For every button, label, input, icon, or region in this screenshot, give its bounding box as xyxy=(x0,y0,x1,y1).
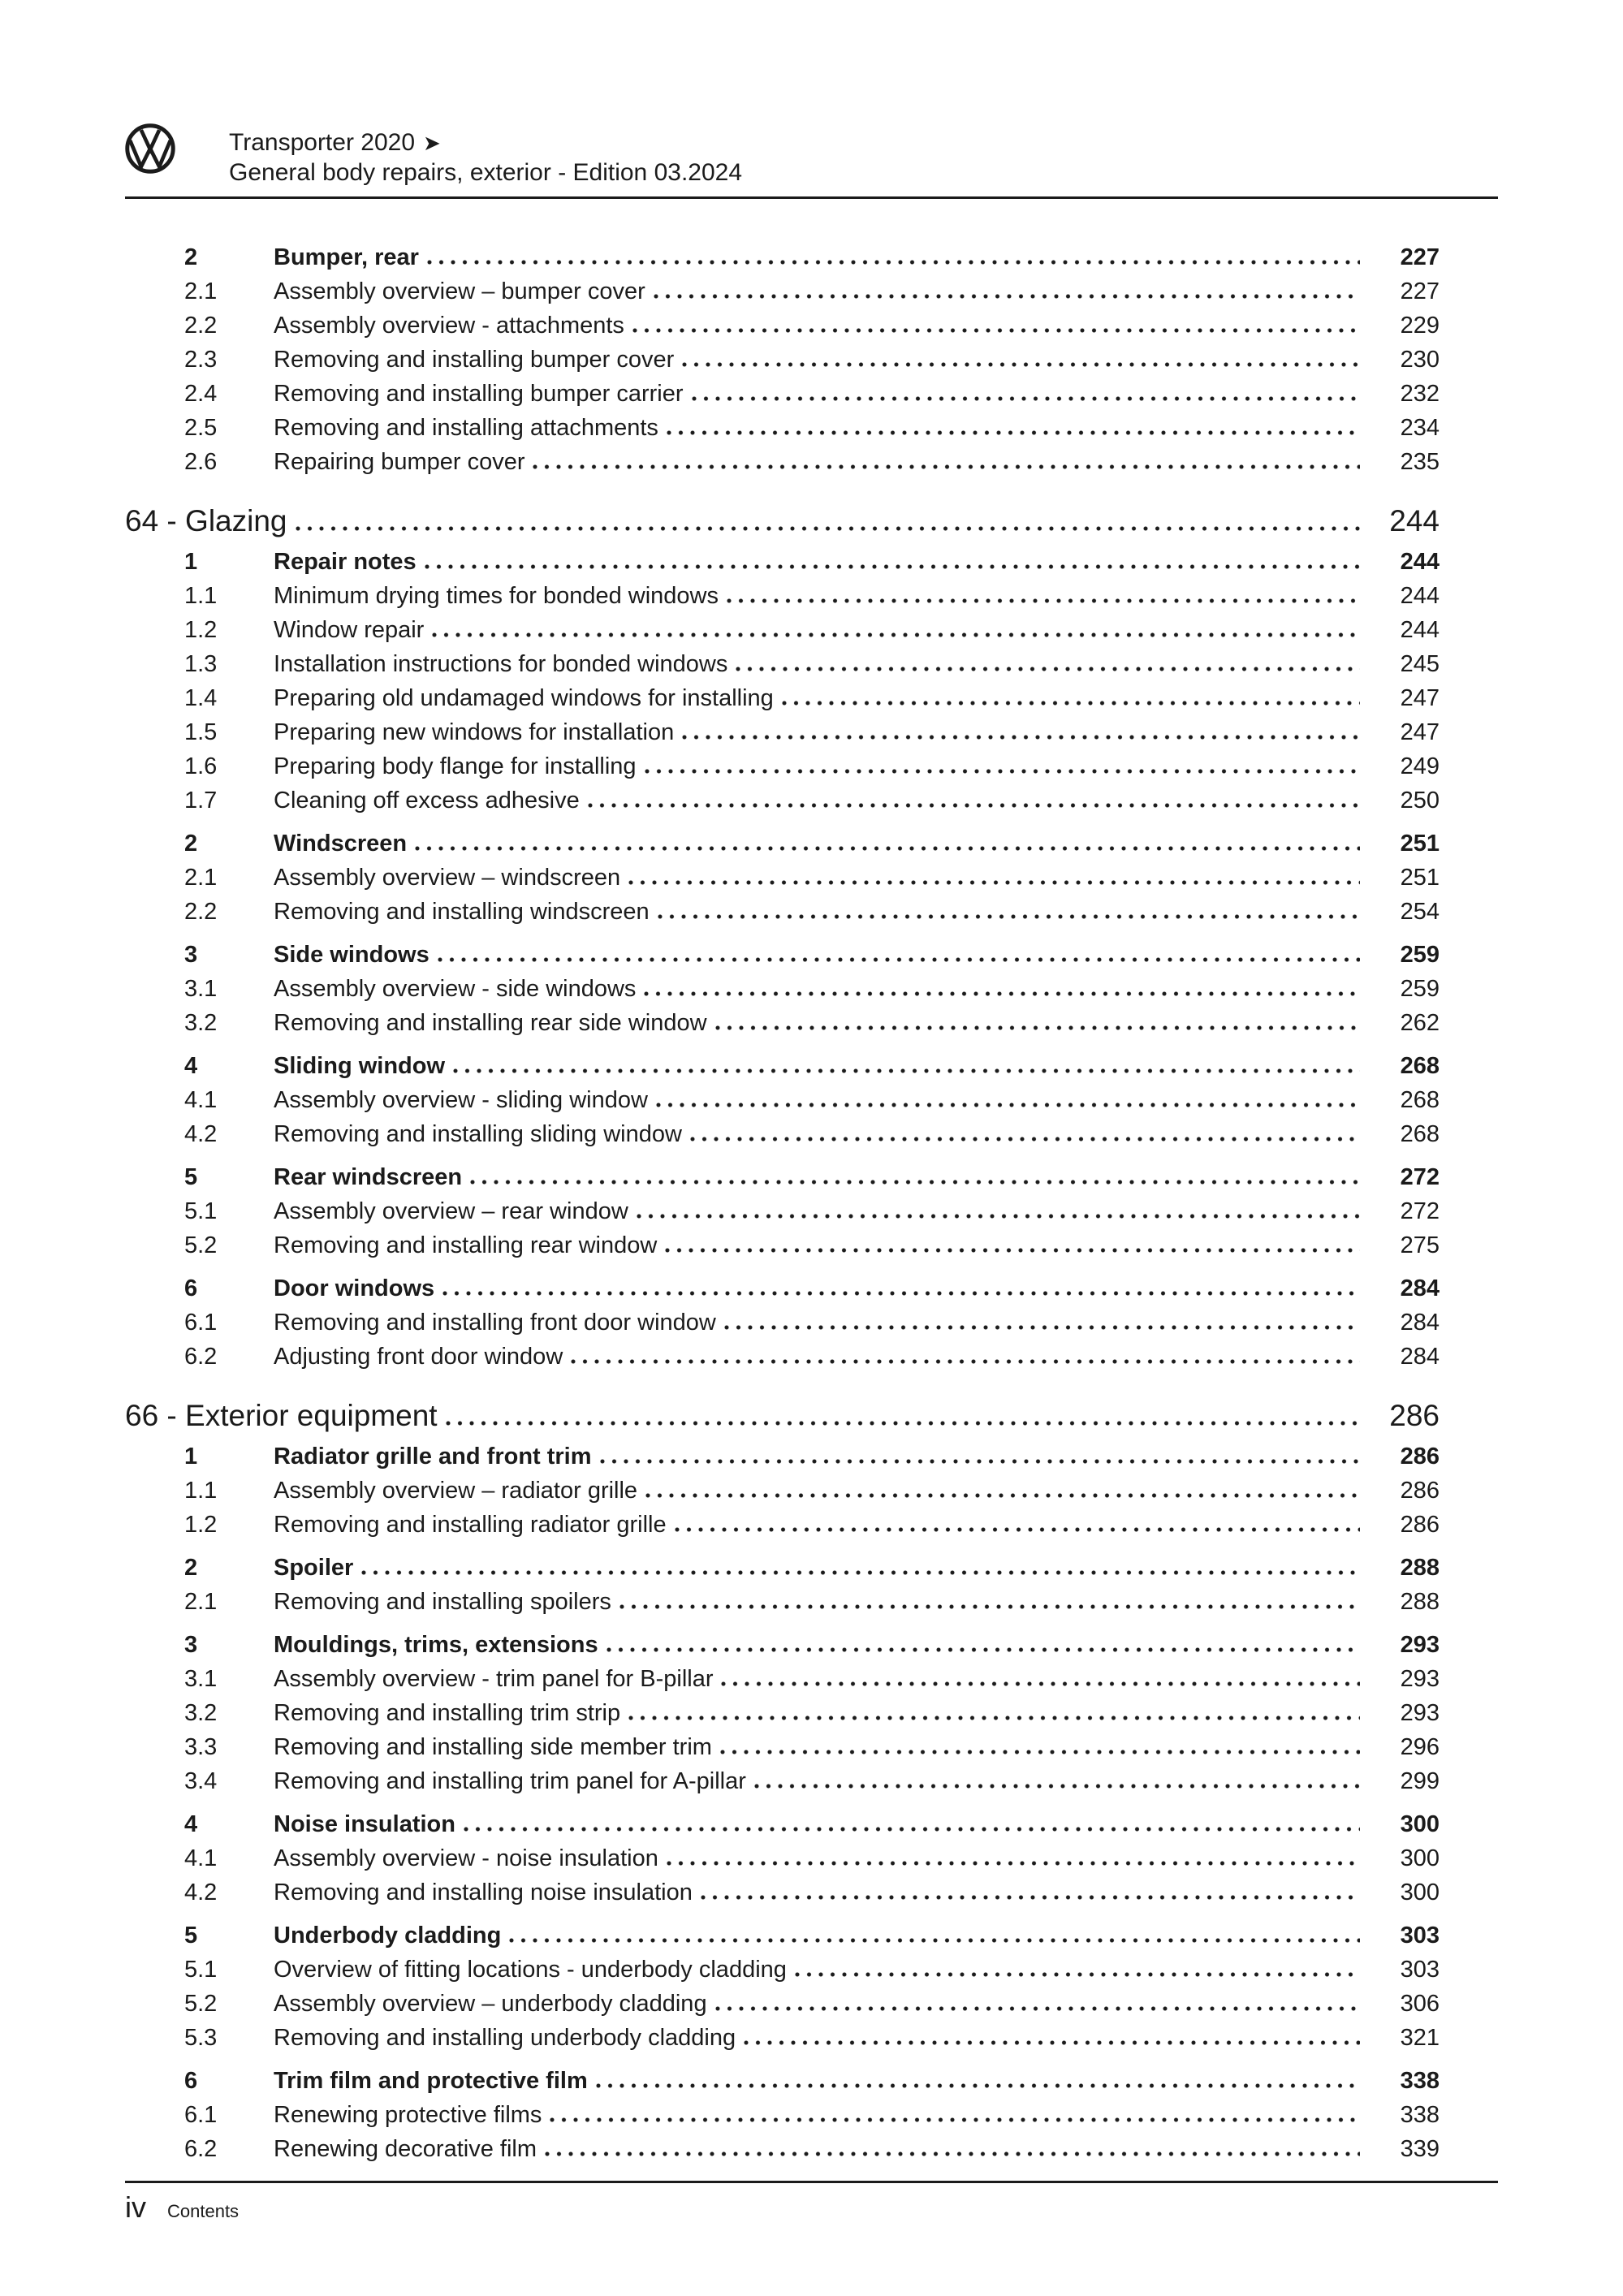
toc-entry-number: 2.1 xyxy=(184,1589,218,1615)
dot-leader xyxy=(665,1245,1360,1253)
toc-entry-row xyxy=(125,749,1498,783)
toc-entry-number: 2.2 xyxy=(184,313,218,339)
toc-entry-number: 6.2 xyxy=(184,2136,218,2162)
toc-entry-title: Assembly overview – rear window xyxy=(274,1198,628,1224)
toc-entry-title: Removing and installing bumper cover xyxy=(274,347,675,373)
page-number: iv xyxy=(125,2190,146,2224)
toc-entry-page: 251 xyxy=(1400,831,1440,857)
toc-entry-title: Removing and installing trim strip xyxy=(274,1700,621,1726)
dot-leader xyxy=(545,2149,1360,2156)
header-divider xyxy=(125,196,1498,199)
toc-entry-page: 230 xyxy=(1400,347,1440,373)
toc-entry-number: 4 xyxy=(184,1053,198,1079)
dot-leader xyxy=(744,2038,1360,2045)
toc-entry-row xyxy=(125,1841,1498,1875)
dot-leader xyxy=(721,1679,1360,1686)
toc-entry-title: Removing and installing windscreen xyxy=(274,899,650,925)
toc-entry-number: 1.2 xyxy=(184,617,218,643)
toc-entry-number: 5.2 xyxy=(184,1232,218,1258)
toc-entry-row xyxy=(125,343,1498,377)
dot-leader xyxy=(637,1211,1360,1219)
toc-entry-number: 4.2 xyxy=(184,1121,218,1147)
toc-entry-title: Removing and installing trim panel for A-pillar xyxy=(274,1768,746,1794)
dot-leader xyxy=(425,562,1360,569)
doc-subtitle: General body repairs, exterior - Edition 03.2024 xyxy=(229,159,743,186)
toc-entry-row xyxy=(125,938,1498,972)
toc-entry-number: 6.2 xyxy=(184,1344,218,1370)
toc-entry-row xyxy=(125,545,1498,579)
dot-leader xyxy=(432,630,1360,637)
toc-entry-title: Mouldings, trims, extensions xyxy=(274,1632,598,1658)
page-footer xyxy=(125,2181,1498,2224)
toc-entry-number: 2.2 xyxy=(184,899,218,925)
dot-leader xyxy=(361,1568,1360,1575)
toc-entry-row xyxy=(125,1628,1498,1662)
header-title-line xyxy=(229,128,742,158)
toc-entry-page: 299 xyxy=(1400,1768,1440,1794)
toc-entry-page: 229 xyxy=(1400,313,1440,339)
toc-entry-row xyxy=(125,1730,1498,1764)
toc-entry-title: Assembly overview – bumper cover xyxy=(274,278,645,304)
dot-leader xyxy=(427,257,1360,265)
toc-entry-title: Assembly overview – radiator grille xyxy=(274,1478,638,1504)
toc-entry-title: Assembly overview - sliding window xyxy=(274,1087,648,1113)
toc-entry-page: 339 xyxy=(1400,2136,1440,2162)
dot-leader xyxy=(675,1525,1360,1532)
toc-entry-title: Bumper, rear xyxy=(274,244,419,270)
toc-entry-number: 3.2 xyxy=(184,1010,218,1036)
dot-leader xyxy=(628,878,1360,885)
toc-entry-page: 272 xyxy=(1400,1164,1440,1190)
toc-entry-page: 259 xyxy=(1400,976,1440,1002)
toc-entry-page: 268 xyxy=(1400,1053,1440,1079)
toc-entry-number: 2.1 xyxy=(184,865,218,891)
toc-entry-number: 4.1 xyxy=(184,1845,218,1871)
toc-entry-number: 3.1 xyxy=(184,976,218,1002)
toc-entry-number: 1.4 xyxy=(184,685,218,711)
toc-entry-number: 2.5 xyxy=(184,415,218,441)
toc-entry-page: 338 xyxy=(1400,2068,1440,2094)
toc-entry-row xyxy=(125,1585,1498,1619)
toc-entry-row xyxy=(125,1696,1498,1730)
dot-leader xyxy=(720,1747,1360,1754)
toc-entry-page: 268 xyxy=(1400,1087,1440,1113)
toc-entry-row xyxy=(125,681,1498,715)
toc-entry-title: Removing and installing attachments xyxy=(274,415,658,441)
toc-entry-title: Cleaning off excess adhesive xyxy=(274,788,580,814)
dot-leader xyxy=(658,912,1360,919)
toc-entry-page: 300 xyxy=(1400,1845,1440,1871)
dot-leader xyxy=(795,1970,1360,1977)
toc-entry-number: 2.1 xyxy=(184,278,218,304)
toc-entry-page: 300 xyxy=(1400,1880,1440,1905)
toc-entry-title: Removing and installing spoilers xyxy=(274,1589,611,1615)
toc-entry-page: 259 xyxy=(1400,942,1440,968)
toc-entry-row xyxy=(125,1049,1498,1083)
toc-entry-title: Removing and installing underbody cladding xyxy=(274,2025,736,2051)
toc-entry-row xyxy=(125,613,1498,647)
toc-entry-row xyxy=(125,1006,1498,1040)
toc-entry-number: 4.1 xyxy=(184,1087,218,1113)
toc-entry-number: 5.1 xyxy=(184,1198,218,1224)
toc-entry-row xyxy=(125,1439,1498,1474)
toc-entry-page: 296 xyxy=(1400,1734,1440,1760)
toc-entry-row xyxy=(125,1271,1498,1306)
dot-leader xyxy=(550,2115,1360,2122)
toc-entry-title: Side windows xyxy=(274,942,429,968)
toc-entry-title: Sliding window xyxy=(274,1053,446,1079)
dot-leader xyxy=(470,1177,1360,1185)
toc-entry-title: Underbody cladding xyxy=(274,1923,502,1949)
toc-entry-title: Renewing decorative film xyxy=(274,2136,537,2162)
toc-entry-title: Removing and installing rear window xyxy=(274,1232,658,1258)
dot-leader xyxy=(645,1491,1360,1498)
dot-leader xyxy=(701,1892,1360,1900)
toc-entry-title: Overview of fitting locations - underbody cladding xyxy=(274,1957,787,1983)
toc-entry-row xyxy=(125,1306,1498,1340)
toc-entry-row xyxy=(125,1662,1498,1696)
toc-entry-number: 1 xyxy=(184,1444,198,1470)
toc-entry-page: 306 xyxy=(1400,1991,1440,2017)
dot-leader xyxy=(628,1713,1360,1720)
toc-entry-title: Assembly overview - attachments xyxy=(274,313,624,339)
toc-entry-page: 247 xyxy=(1400,685,1440,711)
dot-leader xyxy=(415,844,1360,851)
toc-entry-page: 232 xyxy=(1400,381,1440,407)
toc-entry-page: 293 xyxy=(1400,1632,1440,1658)
toc-entry-row xyxy=(125,1474,1498,1508)
toc-entry-title: Assembly overview - side windows xyxy=(274,976,637,1002)
toc-entry-title: Trim film and protective film xyxy=(274,2068,588,2094)
dot-leader xyxy=(715,2004,1360,2011)
toc-entry-number: 3.4 xyxy=(184,1768,218,1794)
toc-entry-row xyxy=(125,309,1498,343)
footer-contents-label: Contents xyxy=(167,2201,240,2221)
toc-entry-page: 235 xyxy=(1400,449,1440,475)
dot-leader xyxy=(533,462,1360,469)
right-pointer-icon: ➤ xyxy=(423,131,441,155)
toc-group xyxy=(125,240,1498,479)
toc-entry-title: Removing and installing bumper carrier xyxy=(274,381,684,407)
toc-entry-page: 244 xyxy=(1400,549,1440,575)
dot-leader xyxy=(645,766,1360,774)
dot-leader xyxy=(667,428,1360,435)
toc-entry-title: Removing and installing side member trim xyxy=(274,1734,712,1760)
toc-entry-page: 244 xyxy=(1400,583,1440,609)
dot-leader xyxy=(453,1066,1360,1073)
toc-entry-row xyxy=(125,579,1498,613)
dot-leader xyxy=(736,664,1360,671)
toc-entry-number: 5 xyxy=(184,1164,198,1190)
toc-entry-title: Assembly overview – windscreen xyxy=(274,865,621,891)
toc-entry-row xyxy=(125,2064,1498,2098)
toc-entry-page: 338 xyxy=(1400,2102,1440,2128)
toc-entry-row xyxy=(125,972,1498,1006)
toc-entry-number: 5.1 xyxy=(184,1957,218,1983)
toc-entry-number: 1 xyxy=(184,549,198,575)
dot-leader xyxy=(606,1645,1360,1652)
toc-entry-page: 284 xyxy=(1400,1310,1440,1336)
dot-leader xyxy=(464,1824,1360,1832)
toc-entry-number: 1.2 xyxy=(184,1512,218,1538)
toc-entry-title: Preparing new windows for installation xyxy=(274,719,675,745)
toc-entry-page: 286 xyxy=(1400,1444,1440,1470)
toc-entry-page: 286 xyxy=(1400,1478,1440,1504)
toc-entry-row xyxy=(125,2132,1498,2166)
toc-entry-row xyxy=(125,1875,1498,1910)
toc-entry-number: 1.1 xyxy=(184,1478,218,1504)
toc-entry-number: 3 xyxy=(184,942,198,968)
toc-entry-row xyxy=(125,826,1498,861)
toc-entry-page: 284 xyxy=(1400,1344,1440,1370)
toc-entry-page: 247 xyxy=(1400,719,1440,745)
toc-entry-number: 1.5 xyxy=(184,719,218,745)
dot-leader xyxy=(446,1418,1360,1426)
toc-entry-title: Preparing body flange for installing xyxy=(274,753,637,779)
toc-entry-title: Radiator grille and front trim xyxy=(274,1444,592,1470)
toc-entry-page: 272 xyxy=(1400,1198,1440,1224)
toc-entry-number: 1.3 xyxy=(184,651,218,677)
toc-entry-title: Rear windscreen xyxy=(274,1164,463,1190)
toc-entry-page: 288 xyxy=(1400,1555,1440,1581)
toc-chapter-title: 66 - Exterior equipment xyxy=(125,1399,438,1432)
toc-entry-title: Door windows xyxy=(274,1275,435,1301)
toc-entry-page: 286 xyxy=(1400,1512,1440,1538)
toc-entry-row xyxy=(125,1918,1498,1953)
toc-entry-row xyxy=(125,274,1498,309)
toc-entry-number: 3.1 xyxy=(184,1666,218,1692)
toc-entry-page: 227 xyxy=(1400,278,1440,304)
toc-entry-page: 251 xyxy=(1400,865,1440,891)
toc-entry-row xyxy=(125,1551,1498,1585)
toc-entry-page: 275 xyxy=(1400,1232,1440,1258)
dot-leader xyxy=(690,1134,1360,1142)
toc-entry-page: 293 xyxy=(1400,1666,1440,1692)
toc-entry-title: Adjusting front door window xyxy=(274,1344,563,1370)
toc-entry-title: Assembly overview - noise insulation xyxy=(274,1845,658,1871)
dot-leader xyxy=(656,1100,1360,1107)
toc-entry-number: 4 xyxy=(184,1811,198,1837)
toc-entry-row xyxy=(125,1508,1498,1542)
toc-entry-row xyxy=(125,861,1498,895)
toc-entry-row xyxy=(125,240,1498,274)
toc-entry-page: 262 xyxy=(1400,1010,1440,1036)
toc-entry-page: 321 xyxy=(1400,2025,1440,2051)
toc-entry-page: 249 xyxy=(1400,753,1440,779)
toc-entry-page: 250 xyxy=(1400,788,1440,814)
toc-entry-title: Removing and installing front door window xyxy=(274,1310,716,1336)
toc-entry-title: Removing and installing rear side window xyxy=(274,1010,707,1036)
toc-entry-title: Windscreen xyxy=(274,831,408,857)
dot-leader xyxy=(632,326,1360,333)
dot-leader xyxy=(727,596,1360,603)
toc-entry-number: 1.7 xyxy=(184,788,218,814)
toc-entry-title: Repairing bumper cover xyxy=(274,449,525,475)
dot-leader xyxy=(596,2081,1360,2088)
toc-group xyxy=(125,501,1498,1374)
toc-entry-number: 3.3 xyxy=(184,1734,218,1760)
toc-entry-row xyxy=(125,2098,1498,2132)
toc-entry-row xyxy=(125,1953,1498,1987)
dot-leader xyxy=(654,291,1360,299)
toc-entry-page: 244 xyxy=(1400,617,1440,643)
toc-entry-number: 6.1 xyxy=(184,1310,218,1336)
dot-leader xyxy=(724,1323,1360,1330)
toc-entry-row xyxy=(125,1987,1498,2021)
toc-entry-number: 1.6 xyxy=(184,753,218,779)
toc-entry-row xyxy=(125,895,1498,929)
toc-entry-page: 303 xyxy=(1400,1923,1440,1949)
toc-entry-row xyxy=(125,445,1498,479)
toc-entry-page: 300 xyxy=(1400,1811,1440,1837)
dot-leader xyxy=(438,955,1360,962)
toc-entry-page: 293 xyxy=(1400,1700,1440,1726)
toc-entry-title: Window repair xyxy=(274,617,425,643)
dot-leader xyxy=(692,394,1360,401)
dot-leader xyxy=(296,524,1361,531)
toc-entry-page: 245 xyxy=(1400,651,1440,677)
toc-entry-page: 254 xyxy=(1400,899,1440,925)
toc-entry-page: 234 xyxy=(1400,415,1440,441)
toc-entry-row xyxy=(125,783,1498,818)
toc-entry-page: 303 xyxy=(1400,1957,1440,1983)
toc-entry-row xyxy=(125,377,1498,411)
toc-entry-number: 6 xyxy=(184,1275,198,1301)
footer-text xyxy=(125,2183,1498,2224)
toc-entry-number: 6 xyxy=(184,2068,198,2094)
toc-entry-row xyxy=(125,1083,1498,1117)
toc-entry-title: Assembly overview - trim panel for B-pillar xyxy=(274,1666,714,1692)
toc-entry-number: 2 xyxy=(184,1555,198,1581)
page-header xyxy=(125,123,742,188)
toc-entry-row xyxy=(125,1117,1498,1151)
toc-entry-number: 2 xyxy=(184,244,198,270)
toc-entry-page: 268 xyxy=(1400,1121,1440,1147)
toc-entry-number: 6.1 xyxy=(184,2102,218,2128)
dot-leader xyxy=(588,801,1360,808)
toc-entry-number: 1.1 xyxy=(184,583,218,609)
toc-entry-title: Removing and installing radiator grille xyxy=(274,1512,667,1538)
toc-chapter-title: 64 - Glazing xyxy=(125,504,287,537)
toc-entry-title: Assembly overview – underbody cladding xyxy=(274,1991,707,2017)
toc-entry-row xyxy=(125,1194,1498,1228)
toc-entry-title: Spoiler xyxy=(274,1555,354,1581)
dot-leader xyxy=(442,1288,1360,1296)
dot-leader xyxy=(619,1602,1360,1609)
toc-entry-row xyxy=(125,1160,1498,1194)
toc-entry-number: 4.2 xyxy=(184,1880,218,1905)
toc-group xyxy=(125,1396,1498,2166)
toc-entry-number: 2.3 xyxy=(184,347,218,373)
toc-entry-number: 2.4 xyxy=(184,381,218,407)
dot-leader xyxy=(644,989,1360,996)
toc-entry-title: Removing and installing sliding window xyxy=(274,1121,682,1147)
toc-entry-title: Renewing protective films xyxy=(274,2102,542,2128)
toc-entry-number: 2.6 xyxy=(184,449,218,475)
toc-entry-page: 227 xyxy=(1400,244,1440,270)
toc-entry-number: 2 xyxy=(184,831,198,857)
volkswagen-logo-icon xyxy=(125,123,175,174)
toc-entry-title: Minimum drying times for bonded windows xyxy=(274,583,719,609)
dot-leader xyxy=(715,1023,1360,1030)
table-of-contents xyxy=(125,240,1498,2166)
toc-entry-row xyxy=(125,1764,1498,1798)
toc-entry-title: Removing and installing noise insulation xyxy=(274,1880,693,1905)
toc-entry-row xyxy=(125,2021,1498,2055)
toc-entry-row xyxy=(125,715,1498,749)
dot-leader xyxy=(509,1936,1360,1943)
toc-entry-number: 5.2 xyxy=(184,1991,218,2017)
header-text xyxy=(229,123,742,188)
toc-entry-title: Preparing old undamaged windows for installing xyxy=(274,685,774,711)
toc-chapter-page: 286 xyxy=(1389,1399,1440,1432)
toc-entry-row xyxy=(125,1340,1498,1374)
toc-entry-title: Noise insulation xyxy=(274,1811,455,1837)
toc-entry-number: 3.2 xyxy=(184,1700,218,1726)
toc-entry-page: 288 xyxy=(1400,1589,1440,1615)
dot-leader xyxy=(571,1357,1360,1364)
toc-entry-number: 5.3 xyxy=(184,2025,218,2051)
toc-entry-title: Installation instructions for bonded windows xyxy=(274,651,728,677)
doc-model-title: Transporter 2020 xyxy=(229,129,416,156)
toc-entry-page: 284 xyxy=(1400,1275,1440,1301)
toc-chapter-row xyxy=(125,501,1498,542)
dot-leader xyxy=(754,1781,1360,1789)
toc-entry-row xyxy=(125,1228,1498,1262)
toc-entry-title: Repair notes xyxy=(274,549,417,575)
toc-chapter-page: 244 xyxy=(1389,504,1440,537)
toc-chapter-row xyxy=(125,1396,1498,1436)
dot-leader xyxy=(667,1858,1360,1866)
dot-leader xyxy=(682,732,1360,740)
toc-entry-number: 5 xyxy=(184,1923,198,1949)
toc-entry-row xyxy=(125,1807,1498,1841)
dot-leader xyxy=(782,698,1360,706)
dot-leader xyxy=(600,1457,1360,1464)
dot-leader xyxy=(682,360,1360,367)
toc-entry-row xyxy=(125,411,1498,445)
toc-entry-number: 3 xyxy=(184,1632,198,1658)
toc-entry-row xyxy=(125,647,1498,681)
